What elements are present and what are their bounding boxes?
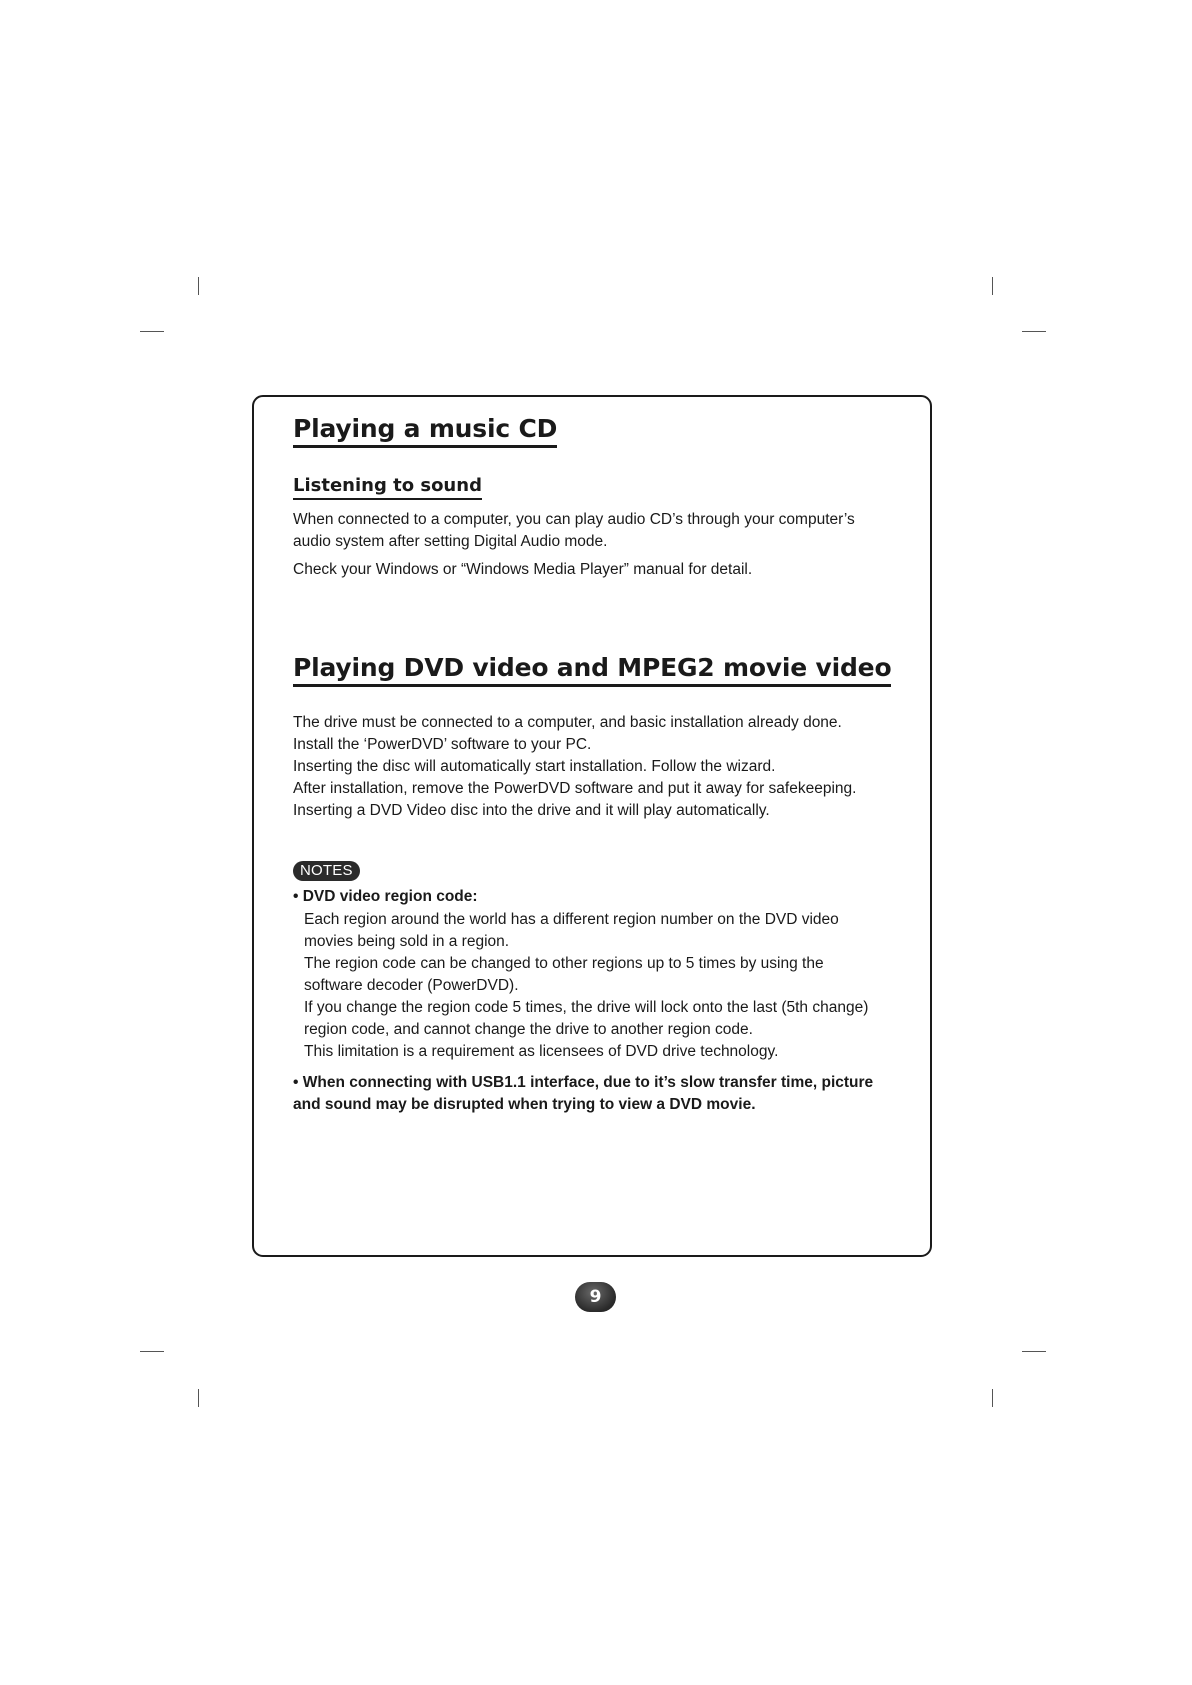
crop-mark — [992, 277, 993, 295]
notes-badge: NOTES — [293, 861, 360, 881]
note-usb11-warning — [293, 1072, 923, 1116]
text-line: Install the ‘PowerDVD’ software to your PC. — [293, 736, 592, 753]
subtitle-listening: Listening to sound — [293, 474, 482, 500]
paragraph-dvd-install — [293, 712, 923, 822]
crop-mark — [1022, 1351, 1046, 1352]
text-line: After installation, remove the PowerDVD software and put it away for safekeeping. — [293, 780, 857, 797]
note-body — [293, 909, 923, 1063]
text-line: The drive must be connected to a computer, and basic installation already done. — [293, 714, 842, 731]
text-line: • When connecting with USB1.1 interface, due to it’s slow transfer time, picture — [293, 1074, 874, 1091]
text-line: Inserting the disc will automatically start installation. Follow the wizard. — [293, 758, 776, 775]
crop-mark — [992, 1389, 993, 1407]
text-line: The region code can be changed to other regions up to 5 times by using the — [304, 955, 824, 972]
paragraph-audio — [293, 509, 923, 553]
text-line: This limitation is a requirement as licensees of DVD drive technology. — [304, 1043, 779, 1060]
section-title-dvd: Playing DVD video and MPEG2 movie video — [293, 652, 891, 687]
text-line: Inserting a DVD Video disc into the drive and it will play automatically. — [293, 802, 770, 819]
text-line: If you change the region code 5 times, the drive will lock onto the last (5th change) — [304, 999, 869, 1016]
note-title: • DVD video region code: — [293, 888, 478, 905]
text-line: movies being sold in a region. — [304, 933, 510, 950]
text-line: When connected to a computer, you can play audio CD’s through your computer’s — [293, 511, 855, 528]
crop-mark — [140, 331, 164, 332]
page-number-badge: 9 — [575, 1282, 616, 1312]
section-title-music-cd: Playing a music CD — [293, 413, 557, 448]
text-line: region code, and cannot change the drive to another region code. — [304, 1021, 753, 1038]
note-region-code — [293, 885, 923, 1063]
text-line: software decoder (PowerDVD). — [304, 977, 519, 994]
crop-mark — [198, 277, 199, 295]
text-line: audio system after setting Digital Audio mode. — [293, 533, 608, 550]
paragraph-manual: Check your Windows or “Windows Media Player” manual for detail. — [293, 561, 753, 578]
crop-mark — [198, 1389, 199, 1407]
crop-mark — [1022, 331, 1046, 332]
crop-mark — [140, 1351, 164, 1352]
page-content — [293, 413, 923, 1116]
text-line: Each region around the world has a different region number on the DVD video — [304, 911, 839, 928]
text-line: and sound may be disrupted when trying to view a DVD movie. — [293, 1096, 756, 1113]
